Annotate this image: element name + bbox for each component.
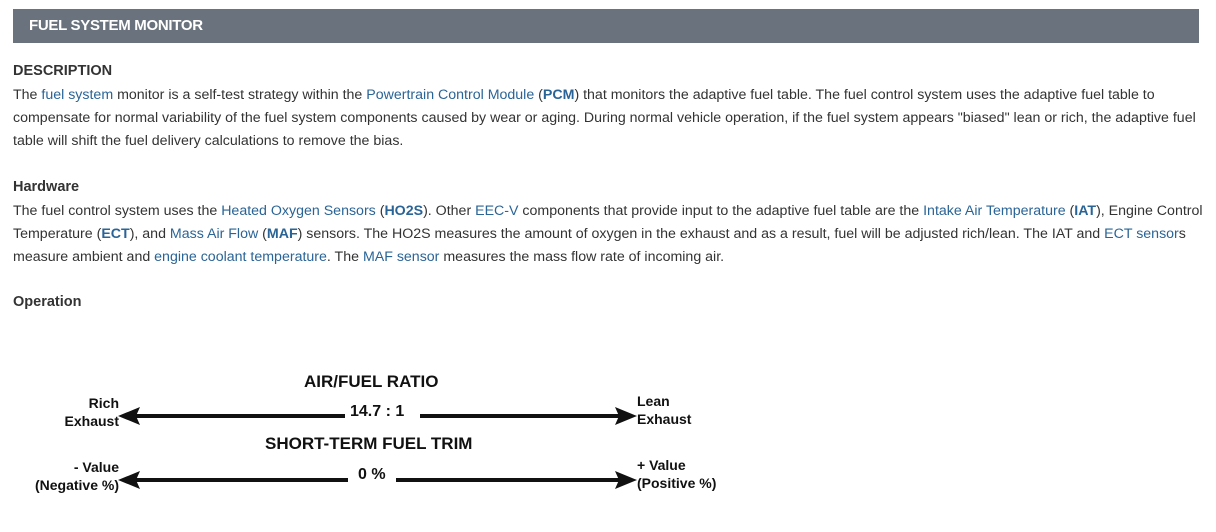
stft-right-label xyxy=(637,456,716,492)
text-segment: ) that monitors the adaptive fuel table. The fuel control system uses the adaptive fuel table to compensate for normal variability of the fuel system components caused by wear or aging. During normal vehicle operation, if the fuel system appears "biased" lean or rich, the adaptive fuel table will shift the fuel delivery calculations to remove the bias. xyxy=(13,87,1196,149)
link-maf-sensor[interactable]: MAF sensor xyxy=(362,249,440,265)
text-segment: monitor is a self-test strategy within the xyxy=(113,87,367,103)
link-ect-sensor[interactable]: ECT sensor xyxy=(1104,226,1179,242)
page-title: FUEL SYSTEM MONITOR xyxy=(29,17,203,34)
fuel-trim-diagram xyxy=(0,360,760,520)
link-mass-air-flow[interactable]: Mass Air Flow xyxy=(169,226,259,242)
text-segment: The fuel control system uses the xyxy=(13,203,222,219)
hardware-heading: Hardware xyxy=(13,179,80,195)
link-fuel-system[interactable]: fuel system xyxy=(41,87,114,103)
stft-right-line2: (Positive %) xyxy=(637,475,717,491)
text-segment: s measure ambient and xyxy=(13,226,1186,265)
stft-right-line1: + Value xyxy=(637,457,686,473)
link-eec-v[interactable]: EEC-V xyxy=(475,203,519,219)
link-powertrain-control-module[interactable]: Powertrain Control Module xyxy=(366,87,535,103)
stft-left-line1: - Value xyxy=(73,459,119,475)
text-segment: ). Other xyxy=(423,203,476,219)
description-heading: DESCRIPTION xyxy=(13,63,113,79)
stft-center-value: 0 % xyxy=(358,466,386,483)
afr-right-line1: Lean xyxy=(637,393,670,409)
page-header xyxy=(13,9,1199,43)
text-segment: measures the mass flow rate of incoming air. xyxy=(439,249,725,265)
afr-right-label xyxy=(637,392,691,428)
afr-left-line1: Rich xyxy=(88,395,119,411)
link-heated-oxygen-sensors[interactable]: Heated Oxygen Sensors xyxy=(221,203,376,219)
text-segment: The xyxy=(13,87,42,103)
text-segment: ( xyxy=(1065,203,1075,219)
afr-center-value: 14.7 : 1 xyxy=(350,403,405,420)
text-segment: ( xyxy=(258,226,267,242)
afr-title: AIR/FUEL RATIO xyxy=(304,372,439,391)
stft-left-label xyxy=(27,458,119,494)
text-segment: components that provide input to the adaptive fuel table are the xyxy=(518,203,924,219)
link-ho2s[interactable]: HO2S xyxy=(384,203,424,219)
link-maf[interactable]: MAF xyxy=(266,226,298,242)
text-segment: ( xyxy=(534,87,543,103)
stft-title: SHORT-TERM FUEL TRIM xyxy=(265,434,473,453)
link-intake-air-temperature[interactable]: Intake Air Temperature xyxy=(923,203,1066,219)
afr-left-label xyxy=(58,394,119,430)
text-segment: ) sensors. The HO2S measures the amount of oxygen in the exhaust and as a result, fuel will be adjusted rich/lean. The IAT and xyxy=(297,226,1105,242)
afr-right-line2: Exhaust xyxy=(637,411,692,427)
afr-left-line2: Exhaust xyxy=(64,413,119,429)
hardware-paragraph xyxy=(13,200,1203,269)
link-pcm[interactable]: PCM xyxy=(542,87,575,103)
text-segment: ), and xyxy=(129,226,170,242)
text-segment: . The xyxy=(326,249,363,265)
stft-left-line2: (Negative %) xyxy=(34,477,119,493)
operation-heading: Operation xyxy=(13,294,82,310)
text-segment: ), Engine Control Temperature ( xyxy=(13,203,1203,242)
description-paragraph xyxy=(13,84,1203,153)
link-iat[interactable]: IAT xyxy=(1074,203,1097,219)
text-segment: ( xyxy=(375,203,385,219)
link-ect[interactable]: ECT xyxy=(101,226,130,242)
link-engine-coolant-temperature[interactable]: engine coolant temperature xyxy=(154,249,327,265)
